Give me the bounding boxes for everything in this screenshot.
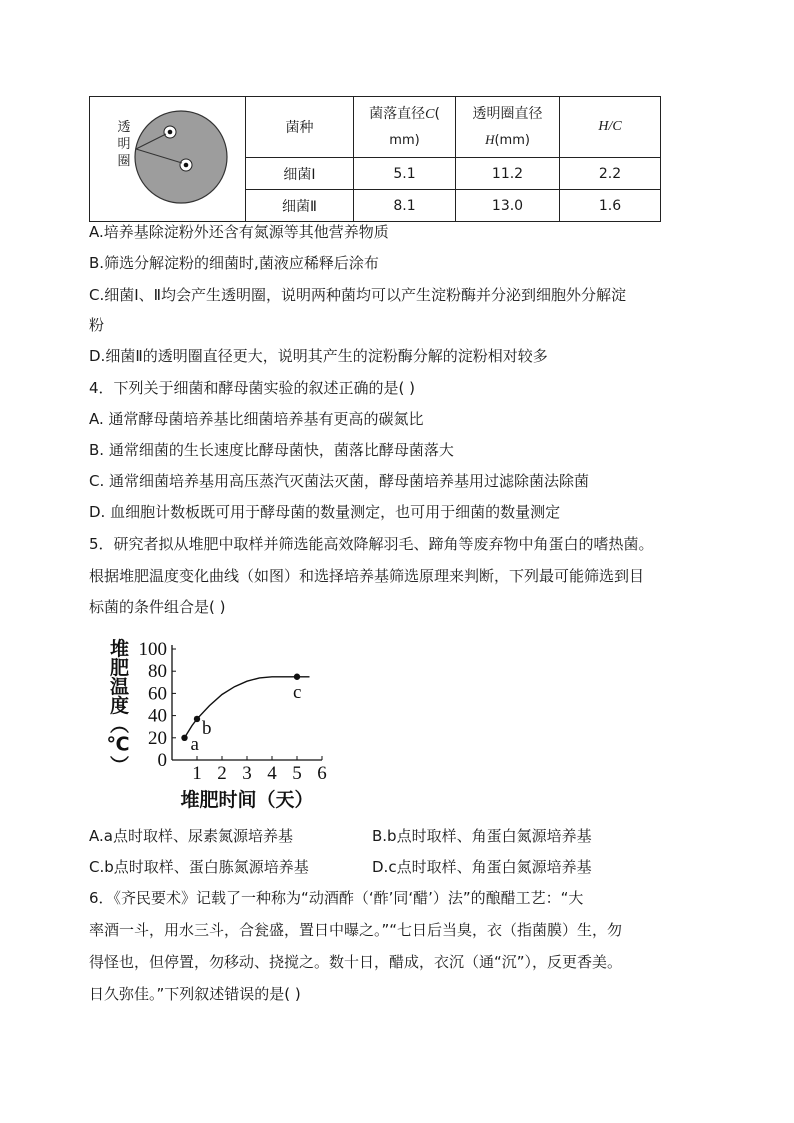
- q5-option-b: B.b点时取样、角蛋白氮源培养基: [372, 827, 592, 845]
- header-halo-diameter: 透明圈直径 H(mm): [456, 97, 560, 158]
- q4-option-c: C. 通常细菌培养基用高压蒸汽灭菌法灭菌，酵母菌培养基用过滤除菌法除菌: [89, 472, 590, 490]
- q3-option-a: A.培养基除淀粉外还含有氮源等其他营养物质: [89, 223, 389, 241]
- y-tick-label: 0: [157, 750, 167, 771]
- point-c: [294, 674, 300, 680]
- q3-option-c-cont: 粉: [89, 316, 105, 334]
- row-name: 细菌Ⅱ: [246, 190, 354, 222]
- x-tick-label: 2: [217, 763, 227, 784]
- q6-line-3: 得怪也，但停置，勿移动、挠搅之。数十日，醋成，衣沉（通“沉”），反更香美。: [89, 953, 623, 971]
- row-c: 8.1: [354, 190, 456, 222]
- row-ratio: 2.2: [560, 158, 661, 190]
- q6-line-4: 日久弥佳。”下列叙述错误的是( ): [89, 985, 301, 1003]
- x-tick-label: 1: [192, 763, 202, 784]
- q5-option-a: A.a点时取样、尿素氮源培养基: [89, 827, 293, 845]
- y-tick-label: 80: [148, 661, 167, 683]
- y-tick-label: 40: [148, 705, 167, 727]
- row-h: 13.0: [456, 190, 560, 222]
- q5-stem-2: 根据堆肥温度变化曲线（如图）和选择培养基筛选原理来判断，下列最可能筛选到目: [89, 567, 645, 585]
- x-tick-label: 5: [292, 763, 302, 784]
- compost-temperature-chart: [100, 634, 340, 814]
- q6-line-2: 率酒一斗，用水三斗，合瓮盛，置日中曝之。”“七日后当臭，衣（指菌膜）生，勿: [89, 921, 623, 939]
- petri-dish-figure: [90, 97, 246, 222]
- bacteria-table: [89, 96, 661, 222]
- row-ratio: 1.6: [560, 190, 661, 222]
- point-label-c: c: [293, 681, 302, 703]
- q4-option-d: D. 血细胞计数板既可用于酵母菌的数量测定，也可用于细菌的数量测定: [89, 503, 561, 521]
- point-a: [181, 735, 187, 741]
- q3-option-c: C.细菌Ⅰ、Ⅱ均会产生透明圈，说明两种菌均可以产生淀粉酶并分泌到细胞外分解淀: [89, 286, 627, 304]
- x-tick-label: 3: [242, 763, 252, 784]
- x-axis-label: 堆肥时间（天）: [180, 789, 314, 811]
- point-label-a: a: [190, 733, 199, 755]
- header-species: 菌种: [246, 97, 354, 158]
- q6-line-1: 6．《齐民要术》记载了一种称为“动酒酢（‘酢’同‘醋’）法”的酿醋工艺：“大: [89, 889, 584, 907]
- q3-option-b: B.筛选分解淀粉的细菌时,菌液应稀释后涂布: [89, 254, 379, 272]
- q5-stem-3: 标菌的条件组合是( ): [89, 598, 226, 616]
- row-h: 11.2: [456, 158, 560, 190]
- header-colony-diameter: 菌落直径C( mm): [354, 97, 456, 158]
- point-b: [194, 716, 200, 722]
- y-tick-label: 100: [138, 639, 167, 660]
- q3-option-d: D.细菌Ⅱ的透明圈直径更大，说明其产生的淀粉酶分解的淀粉相对较多: [89, 347, 548, 365]
- header-ratio: H/C: [560, 97, 661, 158]
- row-c: 5.1: [354, 158, 456, 190]
- q4-stem: 4．下列关于细菌和酵母菌实验的叙述正确的是( ): [89, 379, 416, 397]
- q4-option-a: A. 通常酵母菌培养基比细菌培养基有更高的碳氮比: [89, 410, 424, 428]
- row-name: 细菌Ⅰ: [246, 158, 354, 190]
- y-tick-label: 60: [148, 683, 167, 705]
- q5-option-d: D.c点时取样、角蛋白氮源培养基: [372, 858, 592, 876]
- halo-label: 透明圈: [117, 120, 131, 169]
- q4-option-b: B. 通常细菌的生长速度比酵母菌快，菌落比酵母菌落大: [89, 441, 454, 459]
- q5-option-c: C.b点时取样、蛋白胨氮源培养基: [89, 858, 309, 876]
- y-axis-label: 堆肥温度（℃）: [107, 638, 129, 775]
- petri-dish-illustration: [90, 97, 245, 217]
- q5-stem-1: 5．研究者拟从堆肥中取样并筛选能高效降解羽毛、蹄角等废弃物中角蛋白的嗜热菌。: [89, 535, 654, 553]
- y-tick-label: 20: [148, 727, 167, 749]
- point-label-b: b: [202, 717, 212, 739]
- x-tick-label: 6: [317, 763, 327, 784]
- x-tick-label: 4: [267, 763, 277, 784]
